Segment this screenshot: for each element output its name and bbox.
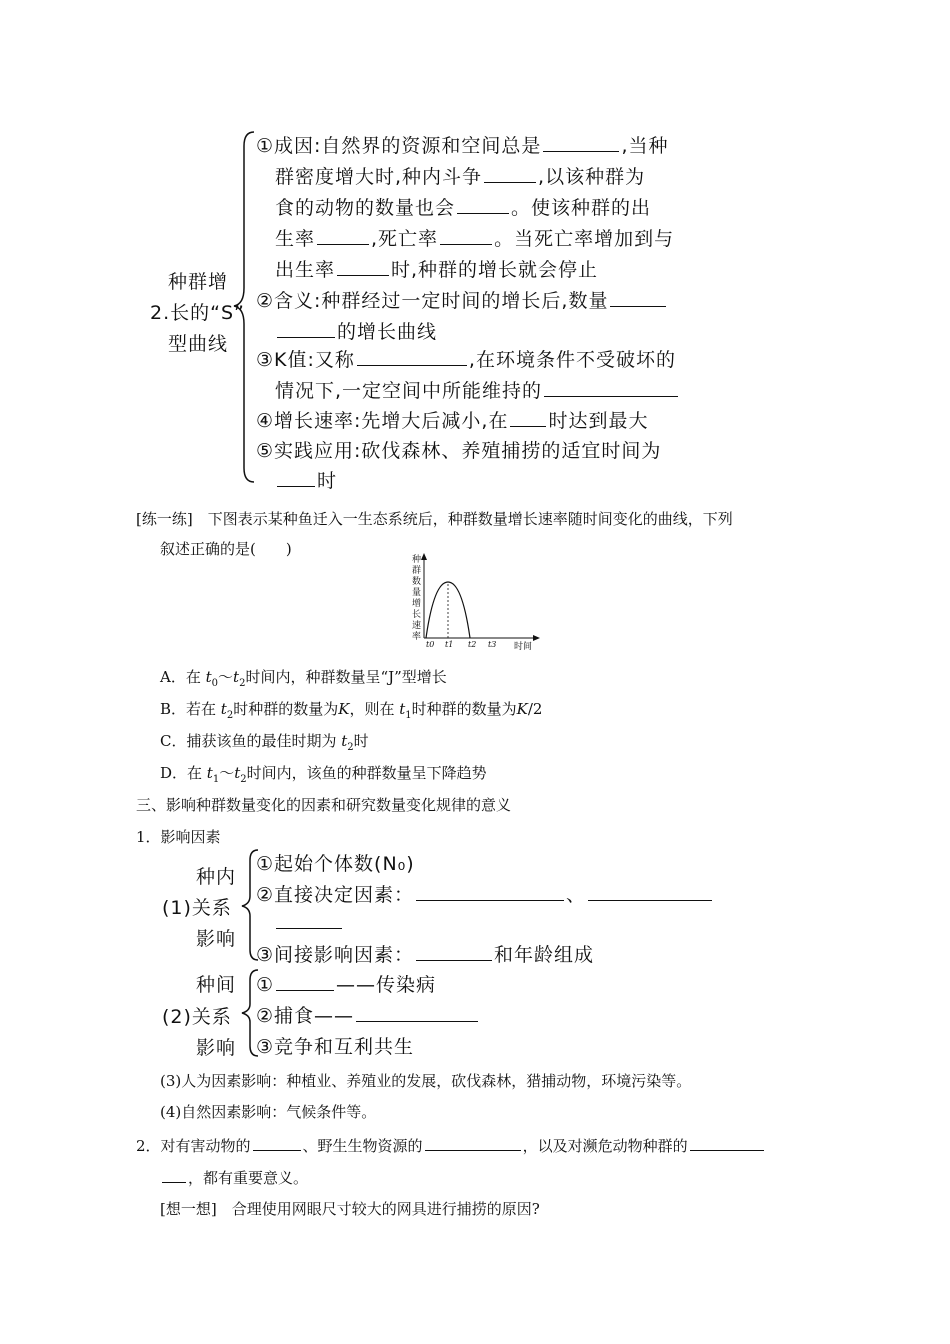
- blank[interactable]: [544, 380, 678, 397]
- blank[interactable]: [337, 259, 389, 276]
- blank[interactable]: [276, 974, 334, 991]
- growth-rate-chart: [408, 552, 548, 652]
- ylabel-char: 数: [412, 577, 422, 587]
- blank[interactable]: [162, 1166, 186, 1183]
- s-curve-label-2: 2.长的“S”: [150, 302, 245, 324]
- s-item-2: 群密度增大时,种内斗争 ,以该种群为: [275, 166, 646, 188]
- blank[interactable]: [425, 1134, 521, 1151]
- s-item-9: 情况下,一定空间中所能维持的: [275, 376, 680, 403]
- section3-p4: (4)自然因素影响：气候条件等。: [160, 1103, 377, 1121]
- s-item-1: ①成因:自然界的资源和空间总是 ,当种: [256, 135, 669, 157]
- s-item-4: 生率 ,死亡率 。当死亡率增加到与: [275, 228, 675, 250]
- think-tag: [想一想]: [160, 1200, 217, 1218]
- tick-t0: t0: [426, 640, 435, 649]
- practice-stem-line2: 叙述正确的是( ): [160, 540, 292, 558]
- s-item-5: 出生率 时,种群的增长就会停止: [275, 259, 599, 281]
- s-item-11: ⑤实践应用:砍伐森林、养殖捕捞的适宜时间为: [256, 440, 662, 462]
- option-a[interactable]: A．在 $t_0\sim t_2$时间内，种群数量呈“J”型增长: [160, 668, 447, 689]
- blank[interactable]: [253, 1134, 301, 1151]
- blank[interactable]: [317, 228, 369, 245]
- ylabel-char: 增: [412, 599, 422, 609]
- blank[interactable]: [440, 228, 492, 245]
- s-item-10: ④增长速率:先增大后减小,在 时达到最大: [256, 410, 649, 432]
- blank[interactable]: [276, 912, 342, 929]
- inter-item-2: ②捕食——: [256, 1001, 480, 1028]
- think-line: [想一想] 合理使用网眼尺寸较大的网具进行捕捞的原因?: [160, 1200, 540, 1218]
- option-c[interactable]: C．捕获该鱼的最佳时期为 $t_2$时: [160, 732, 369, 753]
- tick-t3: t3: [488, 640, 497, 649]
- y-axis-arrow: [421, 553, 427, 560]
- intra-item-3: ③间接影响因素： 和年龄组成: [256, 944, 595, 966]
- section3-q2-cont: ，都有重要意义。: [160, 1166, 308, 1188]
- ylabel-char: 种: [412, 555, 422, 565]
- blank[interactable]: [484, 166, 536, 183]
- tick-t1: t1: [445, 640, 454, 649]
- s-curve-label-3: 型曲线: [168, 333, 229, 355]
- section3-heading: 三、影响种群数量变化的因素和研究数量变化规律的意义: [136, 796, 512, 814]
- practice-stem-line1: [练一练] 下图表示某种鱼迁入一生态系统后，种群数量增长速率随时间变化的曲线，下列: [136, 510, 733, 528]
- inter-item-3: ③竞争和互利共生: [256, 1036, 415, 1058]
- blank[interactable]: [543, 135, 619, 152]
- s-item-8: ③K值:又称 ,在环境条件不受破坏的: [256, 349, 676, 371]
- tick-t2: t2: [468, 640, 477, 649]
- s-item-3: 食的动物的数量也会 。使该种群的出: [275, 197, 652, 219]
- blank[interactable]: [277, 470, 315, 487]
- s-item-6: ②含义:种群经过一定时间的增长后,数量: [256, 286, 668, 313]
- section3-sub1: 1．影响因素: [136, 828, 221, 846]
- ylabel-char: 长: [412, 610, 422, 620]
- s-item-7: 的增长曲线: [275, 317, 437, 344]
- ylabel-char: 群: [412, 566, 422, 576]
- blank[interactable]: [416, 944, 492, 961]
- intra-item-2: ②直接决定因素： 、: [256, 880, 714, 907]
- blank[interactable]: [510, 410, 546, 427]
- xlabel: 时间: [514, 642, 533, 652]
- blank[interactable]: [416, 884, 564, 901]
- blank[interactable]: [357, 349, 467, 366]
- blank[interactable]: [610, 290, 666, 307]
- blank[interactable]: [277, 321, 335, 338]
- blank[interactable]: [356, 1005, 478, 1022]
- ylabel-char: 量: [412, 588, 422, 598]
- option-d[interactable]: D．在 $t_1\sim t_2$时间内，该鱼的种群数量呈下降趋势: [160, 764, 487, 785]
- inter-item-1: ① ——传染病: [256, 974, 437, 996]
- section3-p3: (3)人为因素影响：种植业、养殖业的发展，砍伐森林，猎捕动物，环境污染等。: [160, 1072, 692, 1090]
- x-axis-arrow: [533, 635, 540, 641]
- section3-q2: 2．对有害动物的 、野生生物资源的 ，以及对濒危动物种群的: [136, 1134, 766, 1156]
- option-b[interactable]: B．若在 $t_2$时种群的数量为K，则在 $t_1$时种群的数量为K/2: [160, 700, 543, 721]
- blank[interactable]: [588, 884, 712, 901]
- ylabel-char: 率: [412, 632, 422, 642]
- ylabel-char: 速: [412, 621, 422, 631]
- blank[interactable]: [690, 1134, 764, 1151]
- blank[interactable]: [457, 197, 509, 214]
- intra-item-1: ①起始个体数(N₀): [256, 853, 415, 875]
- s-curve-label-1: 种群增: [168, 271, 229, 293]
- s-item-12: 时: [275, 466, 337, 493]
- practice-tag: [练一练]: [136, 510, 193, 528]
